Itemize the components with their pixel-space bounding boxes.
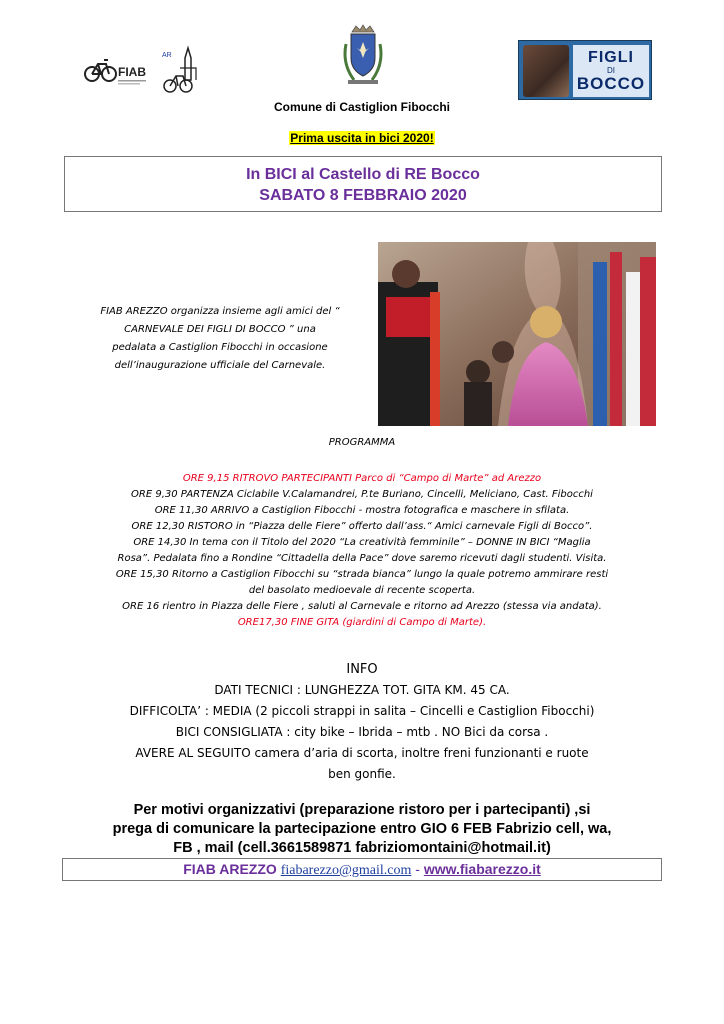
programma-line: ORE 14,30 In tema con il Titolo del 2020 “La creatività femminile” – DONNE IN BICI “Maglia: [133, 537, 591, 548]
info-line: DIFFICOLTA’ : MEDIA (2 piccoli strappi in salita – Cincelli e Castiglion Fibocchi): [129, 704, 595, 718]
fiab-church-logo-icon: [158, 44, 208, 96]
first-ride-highlight: [0, 131, 724, 145]
footer-email-link[interactable]: fiabarezzo@gmail.com: [280, 863, 412, 878]
programma-line: ORE 16 rientro in Piazza delle Fiere , saluti al Carnevale e ritorno ad Arezzo (stessa via andata).: [122, 601, 602, 612]
notice-line: prega di comunicare la partecipazione entro GIO 6 FEB Fabrizio cell, wa,: [112, 821, 612, 837]
event-title-box: [64, 156, 662, 212]
info-section: [40, 659, 684, 785]
fiab-arezzo-church-logo: [158, 44, 208, 96]
intro-line: pedalata a Castiglion Fibocchi in occasione: [112, 342, 328, 353]
event-title: In BICI al Castello di RE Bocco: [246, 166, 480, 183]
figli-logo-line1: FIGLI: [588, 49, 634, 66]
info-line: DATI TECNICI : LUNGHEZZA TOT. GITA KM. 45 CA.: [214, 683, 510, 697]
intro-line: CARNEVALE DEI FIGLI DI BOCCO ” una: [124, 324, 316, 335]
programma-line: ORE 12,30 RISTORO in “Piazza delle Fiere” offerto dall’ass.“ Amici carnevale Figli di Bocco”.: [131, 521, 593, 532]
programma-line: del basolato medioevale di recente scoperta.: [248, 585, 476, 596]
figli-logo-text-box: [573, 45, 649, 97]
footer-website-link[interactable]: www.fiabarezzo.it: [423, 861, 541, 877]
svg-text:AR: AR: [162, 52, 172, 59]
figli-logo-line2: DI: [607, 66, 615, 75]
programma-line: ORE 11,30 ARRIVO a Castiglion Fibocchi - mostra fotografica e maschere in sfilata.: [154, 505, 570, 516]
bicycle-logo-icon: [82, 54, 150, 88]
notice-line: FB , mail (cell.3661589871 fabriziomontaini@hotmail.it): [173, 840, 551, 856]
carnival-photo-image: [378, 242, 656, 426]
info-heading: INFO: [346, 662, 378, 677]
figli-di-bocco-logo: [518, 40, 652, 100]
fiab-logo-text: FIAB: [118, 65, 146, 79]
programma-heading: PROGRAMMA: [328, 437, 396, 448]
footer-separator: -: [411, 861, 424, 877]
registration-notice: [40, 801, 684, 858]
intro-paragraph: [70, 303, 370, 375]
info-line: ben gonfie.: [328, 767, 396, 781]
footer-org: FIAB AREZZO: [183, 861, 277, 877]
carnival-photo: [378, 242, 656, 426]
notice-line: Per motivi organizzativi (preparazione ristoro per i partecipanti) ,si: [133, 802, 591, 818]
programma-line: ORE 15,30 Ritorno a Castiglion Fibocchi su “strada bianca” lungo la quale potremo ammirare resti: [115, 569, 609, 580]
info-line: BICI CONSIGLIATA : city bike – Ibrida – mtb . NO Bici da corsa .: [175, 725, 549, 739]
municipal-crest-icon: [340, 24, 386, 90]
municipal-crest: [340, 24, 386, 90]
intro-line: dell’inaugurazione ufficiale del Carnevale.: [114, 360, 326, 371]
programma-list: [50, 471, 674, 631]
fiab-logo: [82, 54, 150, 88]
intro-line: FIAB AREZZO organizza insieme agli amici del “: [100, 306, 340, 317]
info-line: AVERE AL SEGUITO camera d’aria di scorta, inoltre freni funzionanti e ruote: [135, 746, 589, 760]
highlight-text: Prima uscita in bici 2020!: [290, 131, 434, 145]
figli-logo-line3: BOCCO: [576, 74, 646, 93]
programma-line: Rosa”. Pedalata fino a Rondine “Cittadella della Pace” dove saremo ricevuti dagli studenti. Visita.: [117, 553, 607, 564]
event-date: SABATO 8 FEBBRAIO 2020: [259, 187, 467, 204]
programma-line: ORE 9,30 PARTENZA Ciclabile V.Calamandrei, P.te Buriano, Cincelli, Meliciano, Cast. Fibocchi: [131, 489, 593, 500]
comune-heading: Comune di Castiglion Fibocchi: [273, 100, 450, 114]
mask-portrait-image: [523, 45, 569, 97]
footer-contact-box: [62, 858, 662, 881]
programma-line: ORE 9,15 RITROVO PARTECIPANTI Parco di “Campo di Marte” ad Arezzo: [182, 473, 542, 484]
programma-line: ORE17,30 FINE GITA (giardini di Campo di Marte).: [237, 617, 487, 628]
